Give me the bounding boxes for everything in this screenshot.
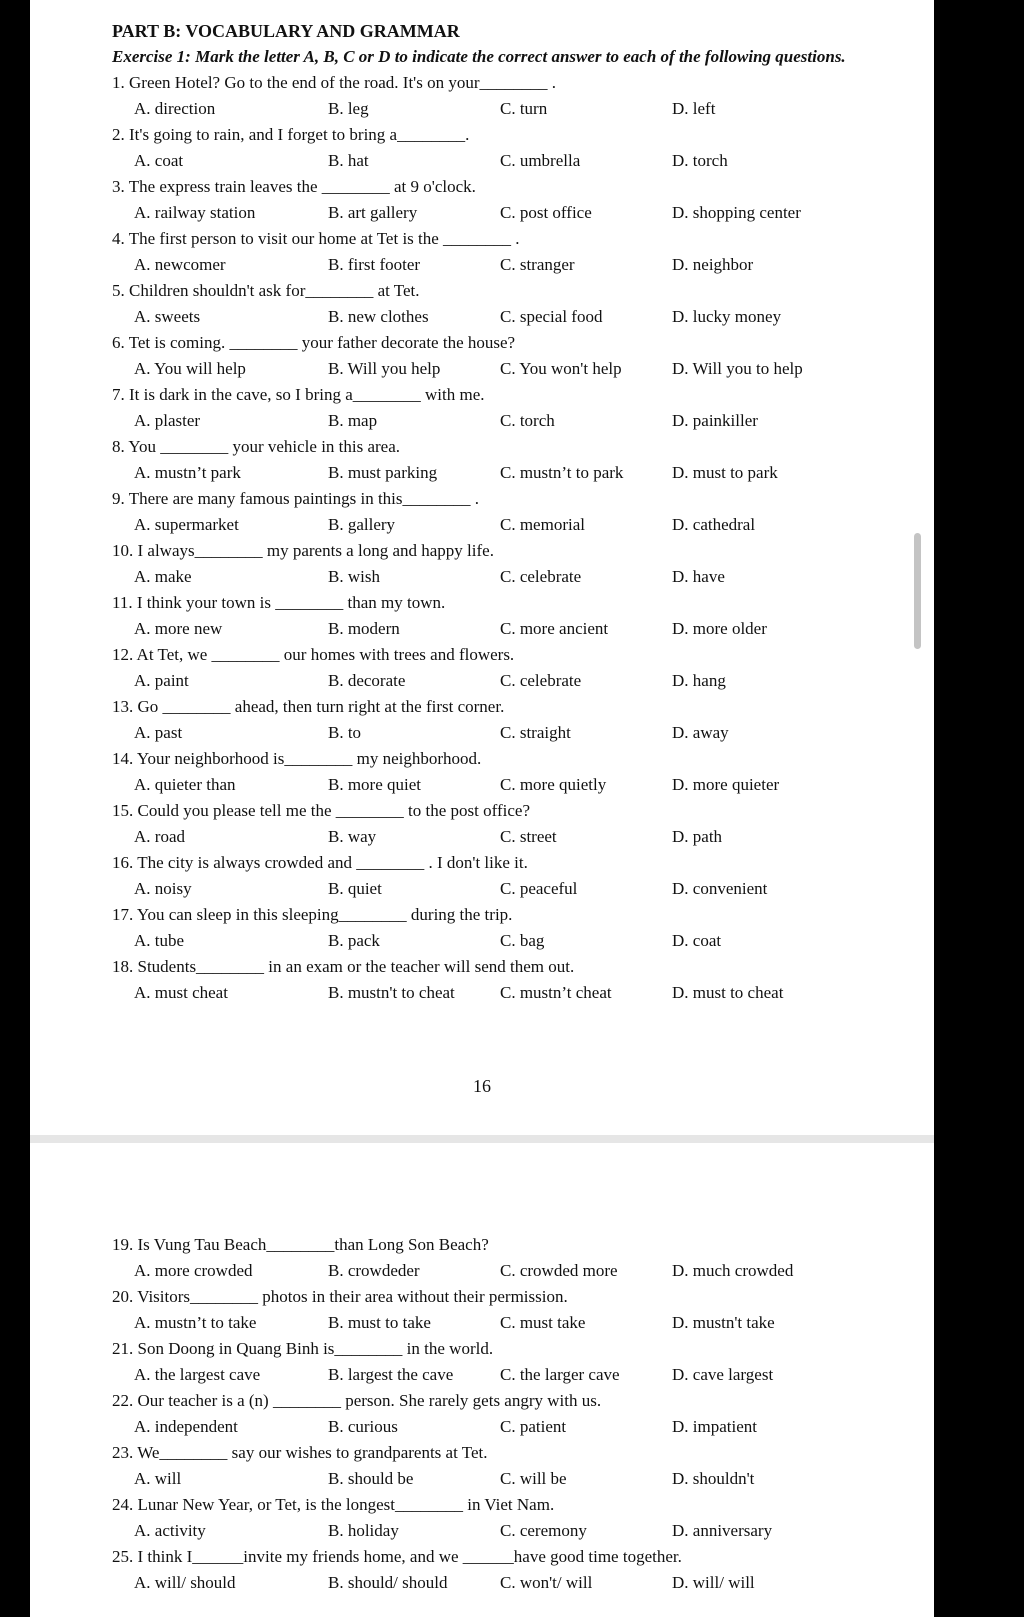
option-b: B. decorate (328, 671, 406, 690)
option-b: B. holiday (328, 1521, 399, 1540)
option-d: D. left (672, 99, 716, 118)
question-item (112, 1492, 912, 1544)
option-d: D. shopping center (672, 203, 801, 222)
question-stem: 19. Is Vung Tau Beach________than Long Son Beach? (112, 1235, 489, 1254)
question-stem: 5. Children shouldn't ask for________ at Tet. (112, 281, 420, 300)
question-item (112, 1388, 912, 1440)
question-item (112, 746, 912, 798)
question-item (112, 642, 912, 694)
answer-options (112, 772, 912, 798)
page-2-content (112, 1232, 912, 1596)
option-d: D. impatient (672, 1417, 757, 1436)
question-stem: 25. I think I______invite my friends home, and we ______have good time together. (112, 1547, 682, 1566)
option-c: C. straight (500, 723, 571, 742)
option-c: C. You won't help (500, 359, 622, 378)
question-stem: 15. Could you please tell me the ________ to the post office? (112, 801, 530, 820)
option-d: D. must to cheat (672, 983, 784, 1002)
option-c: C. celebrate (500, 671, 582, 690)
option-d: D. torch (672, 151, 728, 170)
question-item (112, 694, 912, 746)
option-a: A. more crowded (134, 1261, 253, 1280)
option-b: B. must parking (328, 463, 438, 482)
option-b: B. art gallery (328, 203, 418, 222)
question-item (112, 902, 912, 954)
answer-options (112, 96, 912, 122)
answer-options (112, 148, 912, 174)
question-stem: 8. You ________ your vehicle in this area. (112, 437, 401, 456)
option-c: C. must take (500, 1313, 586, 1332)
option-a: A. past (134, 723, 183, 742)
question-item (112, 226, 912, 278)
option-a: A. supermarket (134, 515, 239, 534)
option-a: A. sweets (134, 307, 201, 326)
question-stem: 7. It is dark in the cave, so I bring a________ with me. (112, 385, 485, 404)
answer-options (112, 1414, 912, 1440)
option-a: A. will (134, 1469, 182, 1488)
option-b: B. way (328, 827, 377, 846)
option-d: D. away (672, 723, 729, 742)
option-c: C. more ancient (500, 619, 609, 638)
option-b: B. mustn't to cheat (328, 983, 455, 1002)
option-c: C. special food (500, 307, 603, 326)
answer-options (112, 564, 912, 590)
option-a: A. will/ should (134, 1573, 236, 1592)
question-item (112, 1284, 912, 1336)
option-a: A. paint (134, 671, 189, 690)
option-a: A. railway station (134, 203, 256, 222)
question-stem: 1. Green Hotel? Go to the end of the road. It's on your________ . (112, 73, 557, 92)
page-1-content (112, 18, 912, 1006)
question-item (112, 1232, 912, 1284)
question-stem: 17. You can sleep in this sleeping________ during the trip. (112, 905, 513, 924)
answer-options (112, 1570, 912, 1596)
option-b: B. wish (328, 567, 380, 586)
question-item (112, 850, 912, 902)
option-b: B. pack (328, 931, 380, 950)
option-b: B. hat (328, 151, 369, 170)
answer-options (112, 200, 912, 226)
question-stem: 16. The city is always crowded and ________ . I don't like it. (112, 853, 528, 872)
option-a: A. must cheat (134, 983, 228, 1002)
option-d: D. convenient (672, 879, 768, 898)
answer-options (112, 1258, 912, 1284)
option-b: B. should be (328, 1469, 414, 1488)
question-stem: 4. The first person to visit our home at Tet is the ________ . (112, 229, 520, 248)
option-d: D. hang (672, 671, 726, 690)
question-stem: 21. Son Doong in Quang Binh is________ in the world. (112, 1339, 494, 1358)
option-d: D. Will you to help (672, 359, 803, 378)
document-page-2 (30, 1143, 934, 1617)
part-title: PART B: VOCABULARY AND GRAMMAR (112, 21, 460, 41)
option-b: B. modern (328, 619, 400, 638)
option-d: D. shouldn't (672, 1469, 755, 1488)
question-stem: 10. I always________ my parents a long and happy life. (112, 541, 494, 560)
option-d: D. have (672, 567, 725, 586)
option-c: C. stranger (500, 255, 575, 274)
option-a: A. coat (134, 151, 184, 170)
answer-options (112, 616, 912, 642)
question-stem: 23. We________ say our wishes to grandparents at Tet. (112, 1443, 488, 1462)
question-item (112, 486, 912, 538)
option-c: C. ceremony (500, 1521, 587, 1540)
option-d: D. will/ will (672, 1573, 755, 1592)
page-number: 16 (473, 1076, 491, 1096)
option-c: C. mustn’t to park (500, 463, 624, 482)
question-stem: 24. Lunar New Year, or Tet, is the longest________ in Viet Nam. (112, 1495, 555, 1514)
answer-options (112, 408, 912, 434)
question-stem: 12. At Tet, we ________ our homes with trees and flowers. (112, 645, 515, 664)
option-a: A. quieter than (134, 775, 236, 794)
question-item (112, 70, 912, 122)
answer-options (112, 252, 912, 278)
question-stem: 9. There are many famous paintings in this________ . (112, 489, 480, 508)
answer-options (112, 460, 912, 486)
option-d: D. more quieter (672, 775, 780, 794)
option-d: D. mustn't take (672, 1313, 775, 1332)
exercise-instruction: Exercise 1: Mark the letter A, B, C or D to indicate the correct answer to each of the following questions. (112, 47, 846, 66)
question-item (112, 174, 912, 226)
answer-options (112, 720, 912, 746)
option-d: D. lucky money (672, 307, 782, 326)
question-item (112, 590, 912, 642)
page-separator (30, 1135, 934, 1143)
option-c: C. bag (500, 931, 545, 950)
option-c: C. will be (500, 1469, 567, 1488)
option-b: B. leg (328, 99, 369, 118)
option-c: C. peaceful (500, 879, 578, 898)
option-a: A. newcomer (134, 255, 226, 274)
question-stem: 2. It's going to rain, and I forget to bring a________. (112, 125, 470, 144)
question-stem: 20. Visitors________ photos in their area without their permission. (112, 1287, 568, 1306)
question-list-page-2 (112, 1232, 912, 1596)
question-item (112, 798, 912, 850)
question-item (112, 434, 912, 486)
question-item (112, 1544, 912, 1596)
option-d: D. cathedral (672, 515, 756, 534)
option-a: A. mustn’t to take (134, 1313, 257, 1332)
option-d: D. coat (672, 931, 722, 950)
question-item (112, 538, 912, 590)
option-c: C. celebrate (500, 567, 582, 586)
option-c: C. won't/ will (500, 1573, 593, 1592)
option-a: A. more new (134, 619, 223, 638)
option-d: D. path (672, 827, 723, 846)
option-b: B. gallery (328, 515, 396, 534)
option-b: B. quiet (328, 879, 382, 898)
option-d: D. neighbor (672, 255, 754, 274)
answer-options (112, 1466, 912, 1492)
option-a: A. direction (134, 99, 216, 118)
option-c: C. crowded more (500, 1261, 618, 1280)
option-b: B. to (328, 723, 362, 742)
question-stem: 14. Your neighborhood is________ my neighborhood. (112, 749, 482, 768)
option-a: A. mustn’t park (134, 463, 241, 482)
answer-options (112, 928, 912, 954)
option-d: D. must to park (672, 463, 778, 482)
option-c: C. street (500, 827, 557, 846)
answer-options (112, 876, 912, 902)
option-a: A. make (134, 567, 192, 586)
option-b: B. largest the cave (328, 1365, 454, 1384)
option-a: A. tube (134, 931, 185, 950)
answer-options (112, 824, 912, 850)
answer-options (112, 1310, 912, 1336)
option-c: C. umbrella (500, 151, 581, 170)
question-stem: 6. Tet is coming. ________ your father decorate the house? (112, 333, 516, 352)
option-d: D. anniversary (672, 1521, 773, 1540)
option-b: B. must to take (328, 1313, 431, 1332)
option-a: A. plaster (134, 411, 201, 430)
question-item (112, 278, 912, 330)
option-a: A. noisy (134, 879, 192, 898)
answer-options (112, 304, 912, 330)
question-item (112, 382, 912, 434)
option-b: B. should/ should (328, 1573, 448, 1592)
question-item (112, 122, 912, 174)
option-b: B. crowdeder (328, 1261, 420, 1280)
option-c: C. patient (500, 1417, 567, 1436)
option-d: D. painkiller (672, 411, 758, 430)
option-c: C. post office (500, 203, 592, 222)
option-b: B. curious (328, 1417, 398, 1436)
question-item (112, 1336, 912, 1388)
question-item (112, 1440, 912, 1492)
scrollbar-thumb[interactable] (914, 533, 921, 649)
option-b: B. more quiet (328, 775, 422, 794)
option-c: C. turn (500, 99, 548, 118)
option-a: A. independent (134, 1417, 238, 1436)
answer-options (112, 356, 912, 382)
option-c: C. the larger cave (500, 1365, 620, 1384)
question-list-page-1 (112, 70, 912, 1006)
option-c: C. mustn’t cheat (500, 983, 612, 1002)
option-a: A. road (134, 827, 185, 846)
option-d: D. much crowded (672, 1261, 794, 1280)
option-b: B. new clothes (328, 307, 429, 326)
option-a: A. activity (134, 1521, 206, 1540)
answer-options (112, 1362, 912, 1388)
question-stem: 11. I think your town is ________ than my town. (112, 593, 446, 612)
option-d: D. cave largest (672, 1365, 774, 1384)
option-c: C. more quietly (500, 775, 607, 794)
question-item (112, 330, 912, 382)
option-c: C. memorial (500, 515, 585, 534)
question-stem: 18. Students________ in an exam or the teacher will send them out. (112, 957, 575, 976)
option-c: C. torch (500, 411, 555, 430)
question-item (112, 954, 912, 1006)
answer-options (112, 668, 912, 694)
option-b: B. map (328, 411, 378, 430)
answer-options (112, 512, 912, 538)
option-a: A. You will help (134, 359, 246, 378)
option-b: B. first footer (328, 255, 421, 274)
document-page-1 (30, 0, 934, 1135)
question-stem: 3. The express train leaves the ________ at 9 o'clock. (112, 177, 476, 196)
question-stem: 22. Our teacher is a (n) ________ person. She rarely gets angry with us. (112, 1391, 602, 1410)
option-a: A. the largest cave (134, 1365, 261, 1384)
question-stem: 13. Go ________ ahead, then turn right at the first corner. (112, 697, 505, 716)
option-d: D. more older (672, 619, 767, 638)
answer-options (112, 980, 912, 1006)
answer-options (112, 1518, 912, 1544)
option-b: B. Will you help (328, 359, 441, 378)
